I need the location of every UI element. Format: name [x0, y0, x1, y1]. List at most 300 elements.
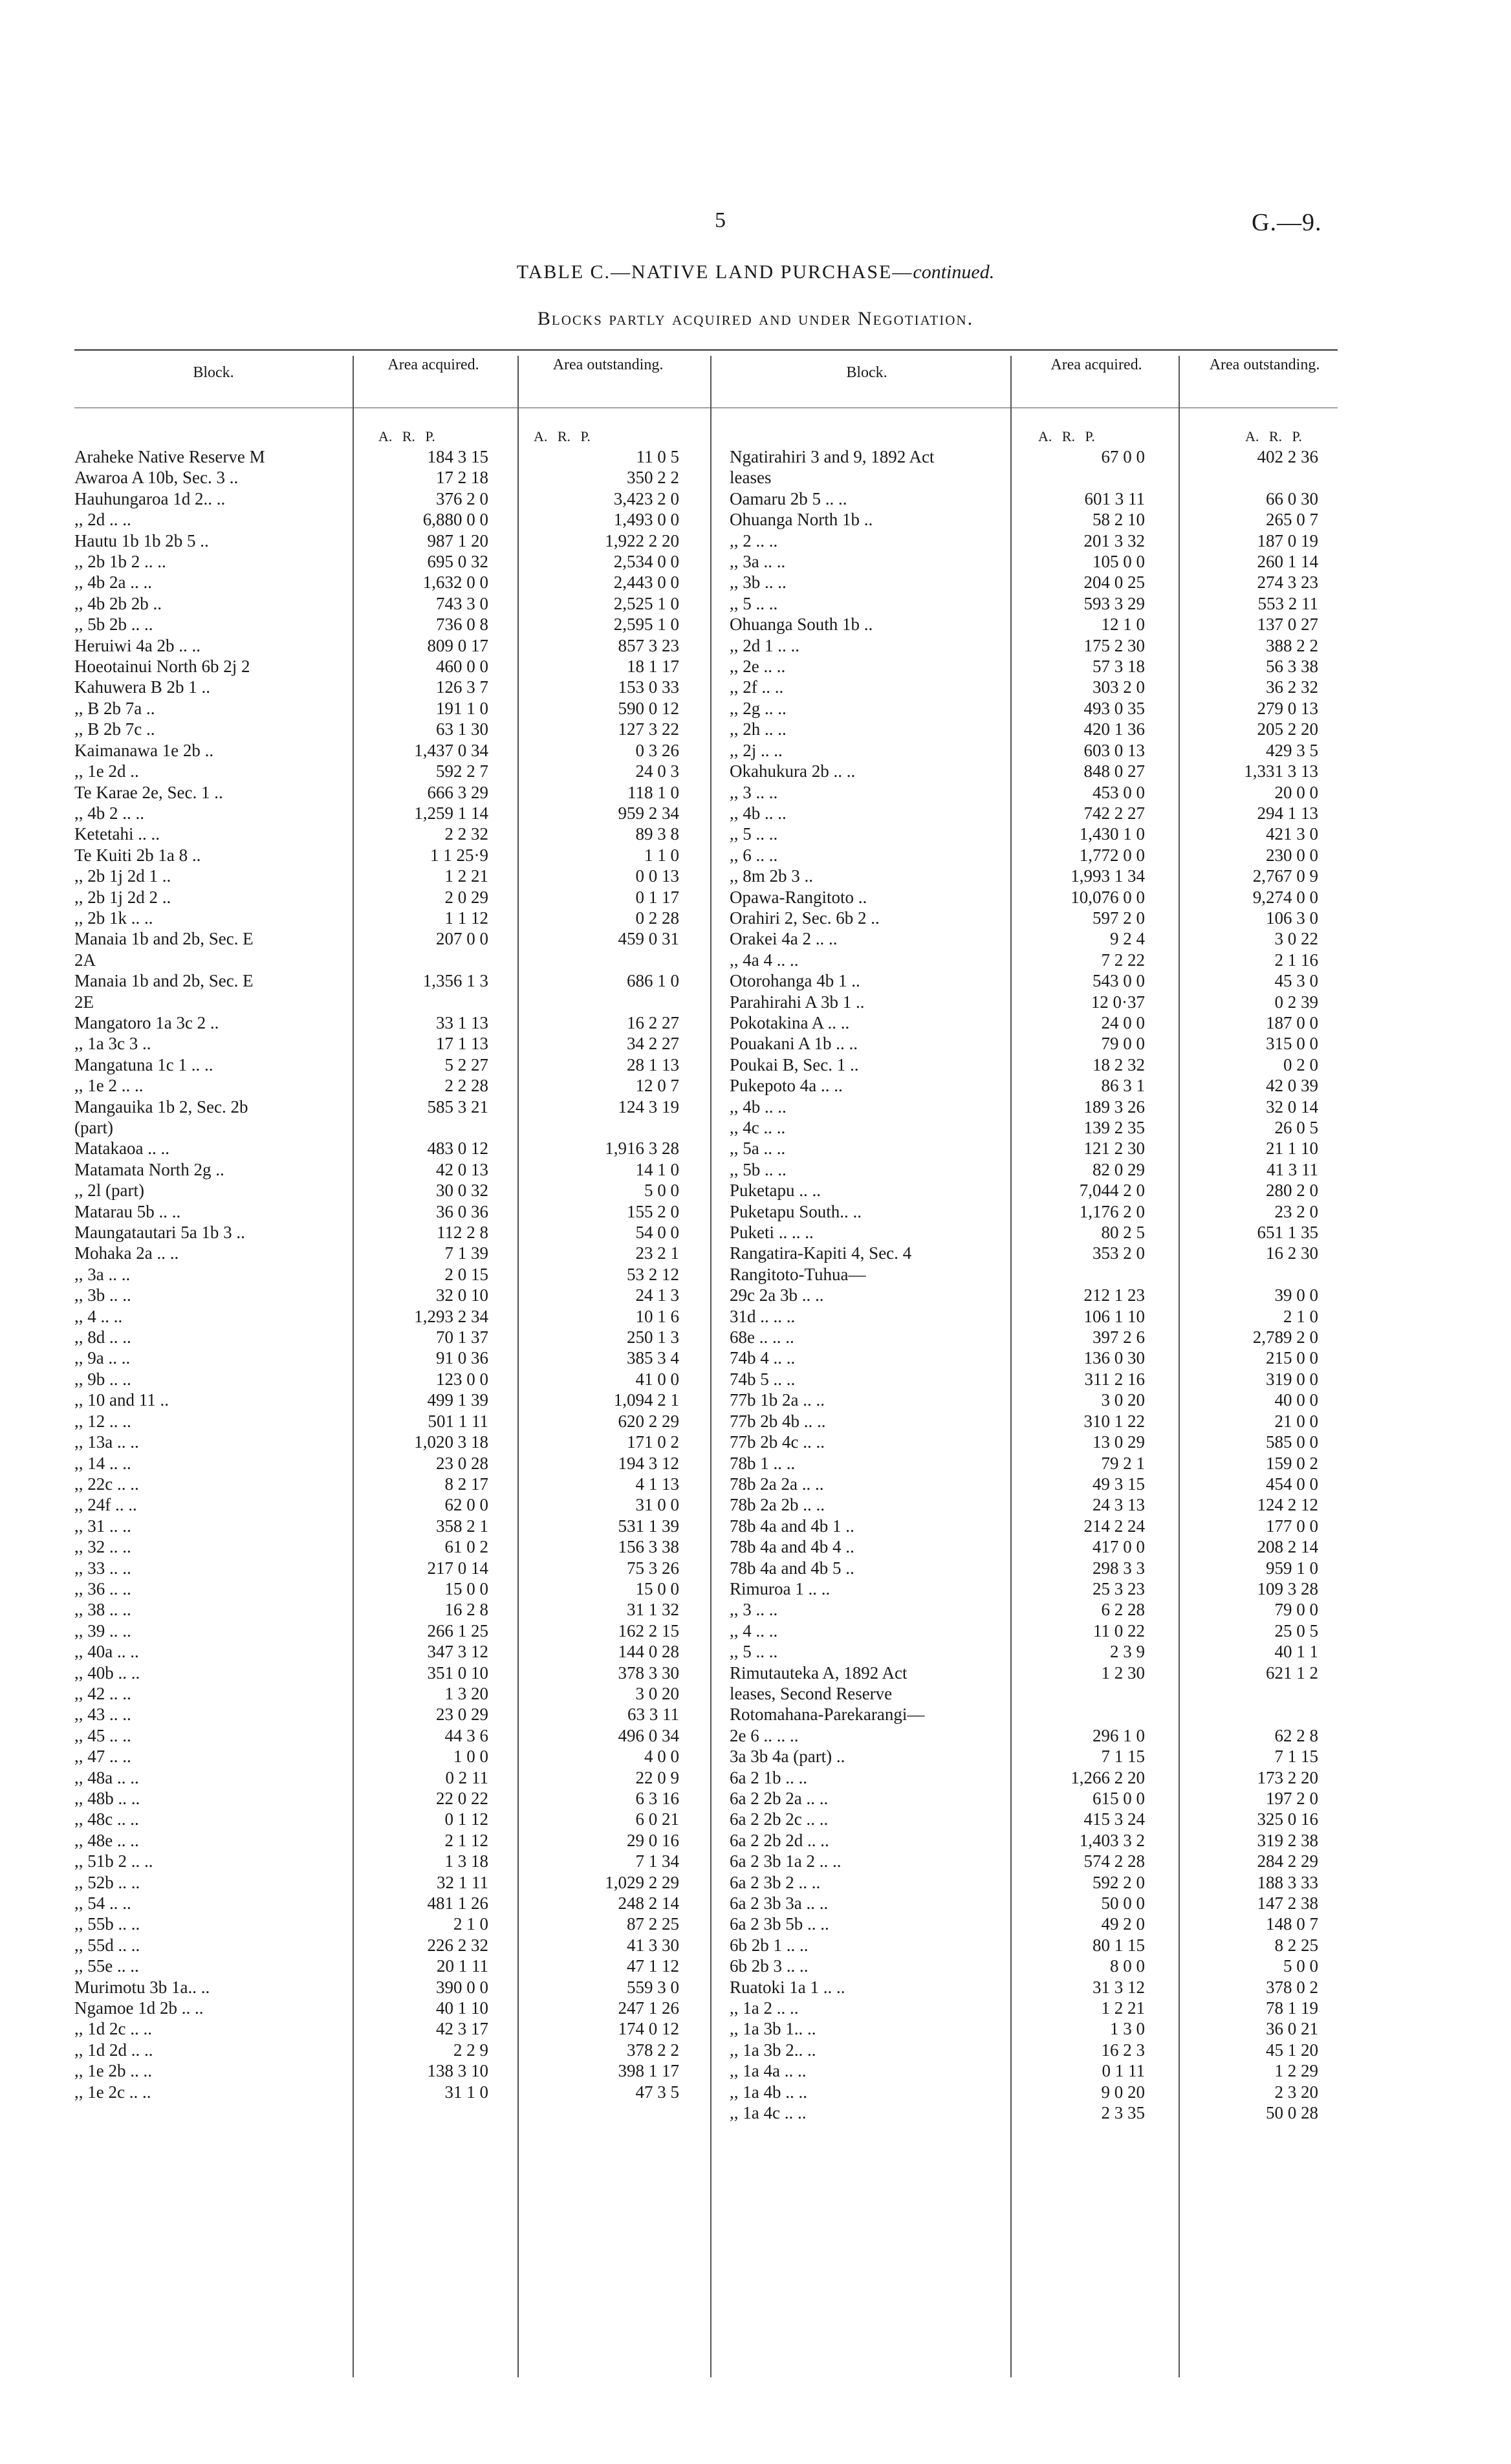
- block-name: 78b 4a and 4b 4 ..: [730, 1537, 854, 1557]
- table-row: [730, 530, 1338, 551]
- area-acquired: 2 0 29: [444, 887, 488, 907]
- table-row: [74, 740, 699, 761]
- table-row: [730, 950, 1338, 970]
- area-outstanding: 187 0 19: [1257, 530, 1318, 551]
- block-name: ,, 9b .. ..: [74, 1369, 131, 1389]
- area-outstanding: 137 0 27: [1257, 615, 1318, 635]
- block-name: ,, 36 .. ..: [74, 1578, 131, 1598]
- table-row: [730, 551, 1338, 572]
- block-name: 6a 2 2b 2a .. ..: [730, 1789, 829, 1808]
- block-name: Matamata North 2g ..: [74, 1159, 224, 1179]
- area-outstanding: 496 0 34: [618, 1725, 679, 1745]
- table-row: [74, 1159, 699, 1180]
- area-outstanding: 1,331 3 13: [1244, 761, 1318, 781]
- table-row: [730, 719, 1338, 739]
- area-acquired: 483 0 12: [427, 1139, 488, 1159]
- area-outstanding: 16 2 27: [627, 1012, 679, 1032]
- area-outstanding: 144 0 28: [618, 1642, 679, 1662]
- block-name: Ruatoki 1a 1 .. ..: [730, 1977, 845, 1997]
- area-outstanding: 319 2 38: [1257, 1830, 1318, 1850]
- area-acquired: 397 2 6: [1092, 1327, 1145, 1347]
- block-name: ,, 54 .. ..: [74, 1893, 131, 1913]
- block-name: ,, 42 .. ..: [74, 1683, 131, 1703]
- block-name: ,, 1e 2c .. ..: [74, 2082, 151, 2102]
- area-acquired: 82 0 29: [1092, 1159, 1145, 1179]
- area-acquired: 32 0 10: [436, 1285, 488, 1305]
- table-row: [730, 698, 1338, 719]
- area-outstanding: [501, 1117, 699, 1138]
- area-outstanding: 56 3 38: [1266, 657, 1318, 677]
- block-name: Ohuanga North 1b ..: [730, 510, 873, 530]
- block-name: ,, 4 .. ..: [730, 1620, 778, 1641]
- area-outstanding: 171 0 2: [627, 1432, 679, 1452]
- area-outstanding: 124 2 12: [1257, 1495, 1318, 1515]
- area-acquired: 2 3 35: [1101, 2103, 1145, 2123]
- table-row: [730, 1893, 1338, 1913]
- area-acquired: 2 0 15: [444, 1264, 488, 1284]
- area-outstanding: 553 2 11: [1257, 593, 1318, 613]
- table-row: [74, 1075, 699, 1096]
- table-row: [74, 1998, 699, 2018]
- area-acquired: 1,176 2 0: [1079, 1201, 1145, 1221]
- area-outstanding: 173 2 20: [1257, 1767, 1318, 1787]
- table-row: [74, 1411, 699, 1432]
- table-row: [730, 782, 1338, 803]
- block-name: ,, 3a .. ..: [730, 552, 786, 572]
- area-acquired: 49 3 15: [1092, 1474, 1145, 1494]
- area-outstanding: 47 3 5: [635, 2082, 679, 2102]
- block-name: ,, 6 .. ..: [730, 845, 778, 865]
- area-acquired: 296 1 0: [1092, 1725, 1145, 1745]
- area-acquired: [1008, 1683, 1158, 1704]
- block-name: Maungatautari 5a 1b 3 ..: [74, 1223, 245, 1243]
- area-outstanding: 5 0 0: [1283, 1956, 1318, 1976]
- block-name: Pouakani A 1b .. ..: [730, 1034, 858, 1054]
- area-acquired: 6 2 28: [1101, 1600, 1145, 1620]
- area-acquired: 20 1 11: [437, 1956, 488, 1976]
- block-name: ,, 2b 1k .. ..: [74, 908, 153, 928]
- area-outstanding: 194 3 12: [618, 1453, 679, 1473]
- table-row: [730, 2082, 1338, 2102]
- area-acquired: 1,772 0 0: [1079, 845, 1145, 865]
- block-name: ,, 33 .. ..: [74, 1558, 131, 1578]
- table-row: [730, 1411, 1338, 1432]
- table-row: [74, 614, 699, 635]
- block-name: Parahirahi A 3b 1 ..: [730, 992, 865, 1012]
- area-acquired: 201 3 32: [1083, 530, 1145, 551]
- area-acquired: 12 1 0: [1101, 615, 1145, 635]
- area-outstanding: 36 2 32: [1266, 677, 1318, 697]
- table-row: [74, 1222, 699, 1243]
- block-name: 6a 2 2b 2d .. ..: [730, 1830, 829, 1850]
- area-acquired: 80 2 5: [1101, 1223, 1145, 1243]
- block-name: Hautu 1b 1b 2b 5 ..: [74, 530, 209, 551]
- block-name: 78b 4a and 4b 1 ..: [730, 1516, 854, 1536]
- block-name: ,, 1a 4a .. ..: [730, 2061, 807, 2081]
- table-row: [730, 1432, 1338, 1452]
- area-acquired: 499 1 39: [427, 1390, 488, 1410]
- area-outstanding: 174 0 12: [618, 2019, 679, 2039]
- table-row: [74, 1935, 699, 1956]
- table-row: [74, 1809, 699, 1829]
- table-row: [730, 1096, 1338, 1117]
- area-acquired: 42 0 13: [436, 1159, 488, 1179]
- table-row: [730, 1704, 1338, 1725]
- area-outstanding: 651 1 35: [1257, 1223, 1318, 1243]
- block-name: ,, 48c .. ..: [74, 1809, 139, 1829]
- table-row: [730, 1935, 1338, 1956]
- left-block-table: [74, 446, 699, 2102]
- area-acquired: 601 3 11: [1084, 488, 1145, 508]
- area-acquired: 50 0 0: [1101, 1893, 1145, 1913]
- area-outstanding: 620 2 29: [618, 1411, 679, 1431]
- table-row: [730, 677, 1338, 697]
- area-outstanding: 89 3 8: [635, 824, 679, 844]
- area-acquired: 266 1 25: [427, 1620, 488, 1641]
- area-outstanding: 274 3 23: [1257, 572, 1318, 593]
- table-row: [74, 1641, 699, 1662]
- area-acquired: 0 2 11: [445, 1767, 488, 1787]
- area-outstanding: 0 1 17: [635, 887, 679, 907]
- table-row: [730, 1746, 1338, 1767]
- area-acquired: 1 1 12: [444, 908, 488, 928]
- area-acquired: 390 0 0: [436, 1977, 488, 1997]
- area-outstanding: 265 0 7: [1266, 510, 1318, 530]
- table-row: [74, 1956, 699, 1976]
- table-row: [74, 1012, 699, 1033]
- area-outstanding: 47 1 12: [627, 1956, 679, 1976]
- area-outstanding: 23 2 1: [635, 1243, 679, 1263]
- table-row: [730, 656, 1338, 677]
- table-row: [74, 2040, 699, 2060]
- area-acquired: 42 3 17: [436, 2019, 488, 2039]
- block-name: Puketi .. .. ..: [730, 1223, 814, 1243]
- area-outstanding: 248 2 14: [618, 1893, 679, 1913]
- block-name: ,, 39 .. ..: [74, 1620, 131, 1641]
- area-outstanding: 45 3 0: [1274, 971, 1318, 991]
- area-outstanding: 41 3 30: [627, 1935, 679, 1955]
- table-row: [74, 1432, 699, 1452]
- block-name: (part): [74, 1118, 113, 1137]
- block-name: ,, 38 .. ..: [74, 1600, 131, 1620]
- area-acquired: 191 1 0: [436, 698, 488, 718]
- table-row: [74, 1725, 699, 1746]
- block-name: Te Karae 2e, Sec. 1 ..: [74, 782, 223, 802]
- area-acquired: 67 0 0: [1101, 447, 1145, 466]
- table-row: [730, 1264, 1338, 1285]
- area-acquired: 57 3 18: [1092, 657, 1145, 677]
- center-double-rule: [710, 356, 712, 2377]
- table-row: [74, 1704, 699, 1725]
- page-number: 5: [715, 208, 726, 232]
- area-outstanding: 2,525 1 0: [613, 593, 679, 613]
- block-name: ,, 5 .. ..: [730, 593, 778, 613]
- table-row: [74, 866, 699, 886]
- table-row: [74, 1390, 699, 1410]
- table-row: [74, 656, 699, 677]
- area-outstanding: 2 1 0: [1283, 1306, 1318, 1326]
- block-name: Otorohanga 4b 1 ..: [730, 971, 860, 991]
- area-acquired: 23 0 28: [436, 1453, 488, 1473]
- block-name: ,, 4c .. ..: [730, 1118, 786, 1137]
- area-outstanding: 40 1 1: [1274, 1642, 1318, 1662]
- block-name: ,, 40a .. ..: [74, 1642, 139, 1662]
- block-name: Te Kuiti 2b 1a 8 ..: [74, 845, 201, 865]
- table-row: [74, 1054, 699, 1075]
- table-row: [730, 1494, 1338, 1515]
- block-name: 6b 2b 1 .. ..: [730, 1935, 809, 1955]
- area-acquired: [1008, 1264, 1158, 1285]
- table-title-main: TABLE C.—NATIVE LAND PURCHASE—: [516, 261, 913, 283]
- area-acquired: 138 3 10: [427, 2061, 488, 2081]
- area-outstanding: 20 0 0: [1274, 782, 1318, 802]
- area-acquired: 493 0 35: [1083, 698, 1145, 718]
- area-outstanding: 106 3 0: [1266, 908, 1318, 928]
- table-row: [730, 1956, 1338, 1976]
- block-name: Ketetahi .. ..: [74, 824, 160, 844]
- block-name: ,, 3a .. ..: [74, 1264, 131, 1284]
- area-outstanding: 9,274 0 0: [1252, 887, 1318, 907]
- area-acquired: 0 1 12: [444, 1809, 488, 1829]
- area-acquired: 347 3 12: [427, 1642, 488, 1662]
- block-name: ,, 52b .. ..: [74, 1872, 140, 1892]
- area-outstanding: 4 1 13: [635, 1474, 679, 1494]
- block-name: ,, 55d .. ..: [74, 1935, 140, 1955]
- block-name: 6a 2 3b 5b .. ..: [730, 1914, 829, 1934]
- area-outstanding: 208 2 14: [1257, 1537, 1318, 1557]
- area-outstanding: 378 3 30: [618, 1663, 679, 1683]
- area-outstanding: 53 2 12: [627, 1264, 679, 1284]
- block-name: ,, 2b 1b 2 .. ..: [74, 552, 166, 572]
- area-outstanding: 41 3 11: [1266, 1159, 1318, 1179]
- block-name: ,, 5b .. ..: [730, 1159, 787, 1179]
- area-acquired: 303 2 0: [1092, 677, 1145, 697]
- col-head-outstanding-left: Area outstanding.: [552, 356, 664, 373]
- table-row: [730, 1558, 1338, 1578]
- block-name: ,, 43 .. ..: [74, 1705, 131, 1725]
- block-name: ,, 10 and 11 ..: [74, 1390, 169, 1410]
- area-acquired: 543 0 0: [1092, 971, 1145, 991]
- block-name: 78b 2a 2a .. ..: [730, 1474, 824, 1494]
- block-name: 68e .. .. ..: [730, 1327, 794, 1347]
- table-row: [74, 908, 699, 928]
- table-row: [74, 1494, 699, 1515]
- table-row: [74, 1306, 699, 1327]
- area-outstanding: 34 2 27: [627, 1034, 679, 1054]
- area-acquired: 7 1 15: [1101, 1747, 1145, 1767]
- block-name: 6a 2 3b 2 .. ..: [730, 1872, 821, 1892]
- area-outstanding: 16 2 30: [1266, 1243, 1318, 1263]
- area-outstanding: 45 1 20: [1266, 2040, 1318, 2060]
- area-acquired: 501 1 11: [428, 1411, 488, 1431]
- area-outstanding: 1,094 2 1: [613, 1390, 679, 1410]
- area-acquired: 603 0 13: [1083, 740, 1145, 760]
- col-head-block-left: Block.: [193, 364, 234, 381]
- table-row: [730, 1306, 1338, 1327]
- table-row: [74, 2082, 699, 2102]
- area-outstanding: 7 1 15: [1274, 1747, 1318, 1767]
- area-outstanding: 26 0 5: [1274, 1118, 1318, 1137]
- area-outstanding: 559 3 0: [627, 1977, 679, 1997]
- area-outstanding: 280 2 0: [1266, 1181, 1318, 1201]
- block-name: ,, 3b .. ..: [730, 572, 787, 593]
- area-acquired: 31 3 12: [1092, 1977, 1145, 1997]
- block-name: ,, 48e .. ..: [74, 1830, 139, 1850]
- area-outstanding: 0 2 0: [1283, 1054, 1318, 1074]
- block-name: Rimuroa 1 .. ..: [730, 1578, 831, 1598]
- area-outstanding: 959 1 0: [1266, 1558, 1318, 1578]
- area-acquired: 3 0 20: [1101, 1390, 1145, 1410]
- area-acquired: 1,020 3 18: [414, 1432, 488, 1452]
- area-acquired: 1 0 0: [453, 1747, 488, 1767]
- area-acquired: 24 3 13: [1092, 1495, 1145, 1515]
- area-outstanding: 177 0 0: [1266, 1516, 1318, 1536]
- block-name: ,, 1a 4c .. ..: [730, 2103, 807, 2123]
- area-acquired: 212 1 23: [1083, 1285, 1145, 1305]
- block-name: ,, 1d 2d .. ..: [74, 2040, 153, 2060]
- table-row: [74, 1599, 699, 1620]
- area-outstanding: 159 0 2: [1266, 1453, 1318, 1473]
- table-row: [730, 635, 1338, 656]
- area-outstanding: 87 2 25: [627, 1914, 679, 1934]
- area-outstanding: 12 0 7: [635, 1076, 679, 1096]
- block-name: Opawa-Rangitoto ..: [730, 887, 867, 907]
- table-row: [730, 1201, 1338, 1222]
- area-acquired: 353 2 0: [1092, 1243, 1145, 1263]
- area-outstanding: 40 0 0: [1274, 1390, 1318, 1410]
- col-head-acquired-left: Area acquired.: [387, 356, 479, 373]
- area-outstanding: 21 0 0: [1274, 1411, 1318, 1431]
- block-name: ,, 40b .. ..: [74, 1663, 140, 1683]
- block-name: Orakei 4a 2 .. ..: [730, 929, 838, 949]
- block-name: ,, 4a 4 .. ..: [730, 950, 799, 970]
- table-row: [74, 1977, 699, 1998]
- area-outstanding: 22 0 9: [635, 1767, 679, 1787]
- block-name: ,, 4b 2 .. ..: [74, 803, 144, 823]
- area-outstanding: 260 1 14: [1257, 552, 1318, 572]
- area-acquired: 105 0 0: [1092, 552, 1145, 572]
- area-outstanding: 421 3 0: [1266, 824, 1318, 844]
- block-name: ,, 2d 1 .. ..: [730, 635, 799, 655]
- area-outstanding: 153 0 33: [618, 677, 679, 697]
- area-outstanding: 78 1 19: [1266, 1998, 1318, 2018]
- block-name: Hauhungaroa 1d 2.. ..: [74, 488, 226, 508]
- area-acquired: 809 0 17: [427, 635, 488, 655]
- table-row: [74, 1788, 699, 1809]
- area-outstanding: 5 0 0: [644, 1181, 679, 1201]
- table-title: [0, 261, 1511, 283]
- area-acquired: 695 0 32: [427, 552, 488, 572]
- area-outstanding: [501, 950, 699, 970]
- units-outstanding-left: A. R. P.: [534, 428, 591, 444]
- table-row: [74, 467, 699, 488]
- table-row: [74, 593, 699, 614]
- table-row: [74, 572, 699, 593]
- area-outstanding: 188 3 33: [1257, 1872, 1318, 1892]
- area-acquired: 49 2 0: [1101, 1914, 1145, 1934]
- block-name: ,, 24f .. ..: [74, 1495, 137, 1515]
- table-row: [730, 1054, 1338, 1075]
- block-name: ,, 2d .. ..: [74, 510, 131, 530]
- table-row: [74, 1558, 699, 1578]
- area-outstanding: 7 1 34: [635, 1851, 679, 1871]
- area-acquired: 7 2 22: [1101, 950, 1145, 970]
- table-row: [730, 446, 1338, 467]
- block-name: Rimutauteka A, 1892 Act: [730, 1663, 908, 1683]
- table-row: [730, 1285, 1338, 1305]
- area-acquired: 79 0 0: [1101, 1034, 1145, 1054]
- block-name: ,, 22c .. ..: [74, 1474, 139, 1494]
- area-acquired: 987 1 20: [427, 530, 488, 551]
- table-row: [730, 1872, 1338, 1893]
- block-name: ,, 2l (part): [74, 1181, 144, 1201]
- block-name: ,, 32 .. ..: [74, 1537, 131, 1557]
- area-outstanding: 75 3 26: [627, 1558, 679, 1578]
- block-name: ,, 3 .. ..: [730, 1600, 778, 1620]
- block-name: ,, 1a 3b 1.. ..: [730, 2019, 816, 2039]
- block-name: ,, 13a .. ..: [74, 1432, 139, 1452]
- area-outstanding: 15 0 0: [635, 1578, 679, 1598]
- table-row: [730, 1180, 1338, 1201]
- block-name: Oamaru 2b 5 .. ..: [730, 488, 847, 508]
- area-acquired: 415 3 24: [1083, 1809, 1145, 1829]
- area-outstanding: 2,789 2 0: [1252, 1327, 1318, 1347]
- area-acquired: 358 2 1: [436, 1516, 488, 1536]
- area-acquired: 13 0 29: [1092, 1432, 1145, 1452]
- area-acquired: 2 2 28: [444, 1076, 488, 1096]
- area-acquired: 18 2 32: [1092, 1054, 1145, 1074]
- block-name: ,, 1e 2 .. ..: [74, 1076, 144, 1096]
- block-name: Awaroa A 10b, Sec. 3 ..: [74, 468, 239, 488]
- table-row: [74, 677, 699, 697]
- table-row: [730, 928, 1338, 949]
- table-row: [74, 1033, 699, 1054]
- table-row: [74, 782, 699, 803]
- table-row: [74, 2060, 699, 2081]
- area-acquired: 8 0 0: [1110, 1956, 1145, 1976]
- area-acquired: [1008, 1704, 1158, 1725]
- block-name: ,, 4b .. ..: [730, 1096, 787, 1117]
- area-outstanding: 1 2 29: [1274, 2061, 1318, 2081]
- area-acquired: 1 2 30: [1101, 1663, 1145, 1683]
- block-name: Mangatuna 1c 1 .. ..: [74, 1054, 213, 1074]
- table-row: [730, 1913, 1338, 1934]
- table-row: [74, 1872, 699, 1893]
- table-row: [730, 1725, 1338, 1746]
- area-acquired: 460 0 0: [436, 657, 488, 677]
- table-row: [74, 1851, 699, 1871]
- area-acquired: 6,880 0 0: [422, 510, 488, 530]
- table-row: [74, 992, 699, 1012]
- table-row: [730, 1159, 1338, 1180]
- area-acquired: 40 1 10: [436, 1998, 488, 2018]
- block-name: Puketapu .. ..: [730, 1181, 821, 1201]
- area-acquired: 139 2 35: [1083, 1118, 1145, 1137]
- table-row: [730, 866, 1338, 886]
- block-name: ,, 9a .. ..: [74, 1348, 131, 1368]
- area-acquired: 22 0 22: [436, 1789, 488, 1808]
- table-row: [730, 1998, 1338, 2018]
- area-outstanding: 24 0 3: [635, 761, 679, 781]
- area-outstanding: 205 2 20: [1257, 719, 1318, 739]
- table-title-continued: continued.: [913, 261, 995, 283]
- table-row: [74, 530, 699, 551]
- block-name: ,, 3 .. ..: [730, 782, 778, 802]
- table-row: [74, 1913, 699, 1934]
- block-name: 2A: [74, 950, 96, 970]
- area-outstanding: 2 3 20: [1274, 2082, 1318, 2102]
- area-acquired: 666 3 29: [427, 782, 488, 802]
